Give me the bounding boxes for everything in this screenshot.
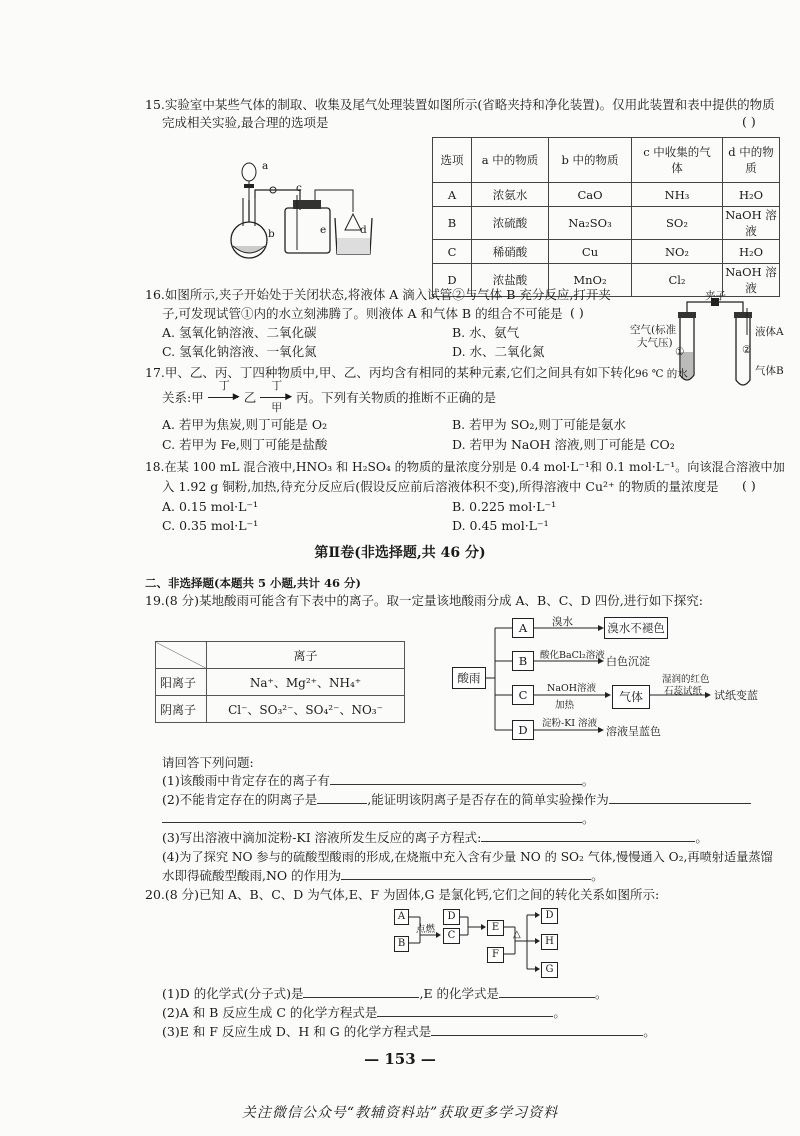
q19-q1 <box>162 772 594 790</box>
q19-q4-blank[interactable] <box>341 867 591 880</box>
q15-cell: 浓氨水 <box>472 183 549 207</box>
q15-cell: MnO₂ <box>549 264 632 297</box>
q17-option-c: C. 若甲为 Fe,则丁可能是盐酸 <box>162 437 328 452</box>
q19-flow-source: 酸雨 <box>452 667 486 689</box>
q15-apparatus-figure <box>225 150 395 270</box>
q17-bing: 丙。下列有关物质的推断不正确的是 <box>296 390 497 405</box>
q19-prompt: 请回答下列问题: <box>162 755 254 770</box>
q15-cell: 稀硝酸 <box>472 240 549 264</box>
q20-q1 <box>162 985 608 1003</box>
q19-q4-period: 。 <box>591 868 604 883</box>
q19-row-label-cation: 阳离子 <box>156 669 207 696</box>
q15-stem-line1: 15.实验室中某些气体的制取、收集及尾气处理装置如图所示(省略夹持和净化装置)。仅用此装置和表中提供的物质 <box>145 97 775 112</box>
q19-q1-text: (1)该酸雨中肯定存在的离子有 <box>162 773 330 788</box>
q15-label-b: b <box>268 228 275 240</box>
q15-cell: A <box>433 183 472 207</box>
q20-q2 <box>162 1004 566 1022</box>
q15-label-a: a <box>262 160 269 172</box>
q20-q1-text-a: (1)D 的化学式(分子式)是 <box>162 986 304 1001</box>
q15-cell: 浓硫酸 <box>472 207 549 240</box>
q16-label-clip: 夹子 <box>705 290 726 302</box>
q19-q4-line1: (4)为了探究 NO 参与的硫酸型酸雨的形成,在烧瓶中充入含有少量 NO 的 SO₂ 气体,慢慢通入 O₂,再喷射适量蒸馏 <box>162 850 773 864</box>
q17-relation <box>162 379 497 414</box>
section2-heading: 二、非选择题(本题共 5 小题,共计 46 分) <box>145 576 361 590</box>
page-number: — 153 — <box>364 1050 436 1068</box>
q20-q3-text: (3)E 和 F 反应生成 D、H 和 G 的化学方程式是 <box>162 1024 432 1039</box>
q19-gas-box: 气体 <box>612 685 650 709</box>
q20-q1-text-b: ,E 的化学式是 <box>419 986 500 1001</box>
q19-q3-text: (3)写出溶液中滴加淀粉-KI 溶液所发生反应的离子方程式: <box>162 830 482 845</box>
q17-arrow1-label: 丁 <box>218 379 230 392</box>
q15-cell: H₂O <box>723 240 780 264</box>
q19-row-label-anion: 阴离子 <box>156 696 207 723</box>
q19-q2-cont <box>162 810 595 828</box>
section-title: 第Ⅱ卷(非选择题,共 46 分) <box>314 545 486 561</box>
q19-flow-box-c: C <box>512 685 534 705</box>
q19-q2-text-b: ,能证明该阴离子是否存在的简单实验操作为 <box>367 792 609 807</box>
q19-q2-text-a: (2)不能肯定存在的阴离子是 <box>162 792 318 807</box>
q16-label-gas-b: 气体B <box>755 365 784 377</box>
q20-box-a: A <box>394 909 409 925</box>
q15-table <box>432 137 780 297</box>
q19-result-c: 试纸变蓝 <box>714 689 758 702</box>
q19-paper-2: 石蕊试纸 <box>664 686 703 697</box>
q16-label-pressure: 大气压) <box>637 337 673 349</box>
q15-cell: H₂O <box>723 183 780 207</box>
q15-label-c: c <box>296 182 302 194</box>
q20-box-g: G <box>541 962 558 978</box>
q17-arrow2: 丁 ▶ 甲 <box>260 389 292 407</box>
q15-cell: NaOH 溶液 <box>723 264 780 297</box>
q17-rel-prefix: 关系:甲 <box>162 390 204 405</box>
q18-option-a: A. 0.15 mol·L⁻¹ <box>162 499 259 514</box>
q20-label-ignite: 点燃 <box>416 924 436 935</box>
q15-stem-line2: 完成相关实验,最合理的选项是 <box>162 115 329 130</box>
q15-label-d: d <box>360 224 367 236</box>
q19-q2-blank-1[interactable] <box>317 791 367 804</box>
q15-cell: NO₂ <box>632 240 723 264</box>
q15-cell: Na₂SO₃ <box>549 207 632 240</box>
q20-box-b: B <box>394 936 409 952</box>
q19-q4-line2 <box>162 867 604 885</box>
q20-box-d: D <box>541 908 558 924</box>
q16-label-air: 空气(标准 <box>630 324 677 336</box>
q17-arrow2-label-bottom: 甲 <box>271 401 283 414</box>
q18-option-c: C. 0.35 mol·L⁻¹ <box>162 518 259 533</box>
q16-label-water: 96 ℃ 的水 <box>635 368 688 380</box>
q19-q2 <box>162 791 751 809</box>
q17-stem-line1: 17.甲、乙、丙、丁四种物质中,甲、乙、丙均含有相同的某种元素,它们之间具有如下转化 <box>145 365 636 380</box>
q20-box-e: E <box>487 920 504 936</box>
q15-cell: C <box>433 240 472 264</box>
q15-cell: NaOH 溶液 <box>723 207 780 240</box>
q20-q1-period: 。 <box>595 986 608 1001</box>
q16-label-tube1: ① <box>675 346 685 358</box>
q15-cell: Cu <box>549 240 632 264</box>
q20-label-heat: △ <box>513 929 521 940</box>
q15-cell: 浓盐酸 <box>472 264 549 297</box>
q15-cell: CaO <box>549 183 632 207</box>
q19-result-d: 溶液呈蓝色 <box>606 725 661 738</box>
q19-table-head: 离子 <box>207 642 405 669</box>
q17-option-d: D. 若甲为 NaOH 溶液,则丁可能是 CO₂ <box>452 437 675 452</box>
q16-stem-line1: 16.如图所示,夹子开始处于关闭状态,将液体 A 滴入试管②与气体 B 充分反应,打开夹 <box>145 287 611 302</box>
q19-reagent-b: 酸化BaCl₂溶液 <box>540 650 605 661</box>
q20-q2-text: (2)A 和 B 反应生成 C 的化学方程式是 <box>162 1005 378 1020</box>
q15-th-c: c 中收集的气体 <box>632 138 723 183</box>
q20-q3-blank[interactable] <box>431 1023 643 1036</box>
q18-answer-paren: ( ) <box>742 478 756 493</box>
q19-reagent-a: 溴水 <box>552 616 573 628</box>
q15-th-b: b 中的物质 <box>549 138 632 183</box>
q18-option-b: B. 0.225 mol·L⁻¹ <box>452 499 557 514</box>
q19-anions: Cl⁻、SO₃²⁻、SO₄²⁻、NO₃⁻ <box>207 696 405 723</box>
q19-q1-period: 。 <box>581 773 595 788</box>
q15-row-a <box>433 183 780 207</box>
q16-stem-line2: 子,可发现试管①内的水立刻沸腾了。则液体 A 和气体 B 的组合不可能是 <box>162 306 563 321</box>
q19-flow-box-d: D <box>512 720 534 740</box>
q20-q3 <box>162 1023 656 1041</box>
q20-box-h: H <box>541 934 558 950</box>
q17-arrow1: 丁 ▶ <box>208 389 240 407</box>
q19-reagent-d: 淀粉-KI 溶液 <box>542 718 598 729</box>
q20-box-c: C <box>443 928 460 944</box>
q15-label-e: e <box>320 224 327 236</box>
q17-option-a: A. 若甲为焦炭,则丁可能是 O₂ <box>162 417 328 432</box>
q15-answer-paren: ( ) <box>742 114 756 129</box>
q15-cell: NH₃ <box>632 183 723 207</box>
q15-cell: B <box>433 207 472 240</box>
q19-flow-box-a: A <box>512 618 534 638</box>
q19-q1-blank[interactable] <box>330 772 582 785</box>
q19-result-b: 白色沉淀 <box>606 655 650 668</box>
q15-th-a: a 中的物质 <box>472 138 549 183</box>
q20-stem: 20.(8 分)已知 A、B、C、D 为气体,E、F 为固体,G 是氯化钙,它们之间的转化关系如图所示: <box>145 887 660 902</box>
q16-option-b: B. 水、氨气 <box>452 325 520 340</box>
q19-q2-period: 。 <box>582 811 595 826</box>
q20-box-f: F <box>487 947 504 963</box>
q15-row-b <box>433 207 780 240</box>
q16-label-liquid-a: 液体A <box>755 326 784 338</box>
footer-note: 关注微信公众号“教辅资料站”获取更多学习资料 <box>241 1105 559 1121</box>
q16-answer-paren: ( ) <box>570 305 584 320</box>
q17-arrow2-label-top: 丁 <box>271 379 283 392</box>
q20-q2-blank[interactable] <box>377 1004 553 1017</box>
q19-q4-text: 水即得硫酸型酸雨,NO 的作用为 <box>162 868 342 883</box>
q19-q3-blank[interactable] <box>481 829 695 842</box>
q19-result-a: 溴水不褪色 <box>604 617 668 639</box>
q15-cell: D <box>433 264 472 297</box>
q19-q3-period: 。 <box>695 830 708 845</box>
q15-cell: Cl₂ <box>632 264 723 297</box>
q15-th-d: d 中的物质 <box>723 138 780 183</box>
q19-ion-table <box>155 641 405 723</box>
q20-q2-period: 。 <box>553 1005 566 1020</box>
q19-q2-blank-2[interactable] <box>609 791 751 804</box>
q15-row-c <box>433 240 780 264</box>
q20-q1-blank-1[interactable] <box>303 985 419 998</box>
q19-stem: 19.(8 分)某地酸雨可能含有下表中的离子。取一定量该地酸雨分成 A、B、C、D 四份,进行如下探究: <box>145 593 703 608</box>
q19-q3 <box>162 829 708 847</box>
q16-label-tube2: ② <box>742 344 752 356</box>
q16-option-a: A. 氢氧化钠溶液、二氧化碳 <box>162 325 317 340</box>
q16-option-c: C. 氢氧化钠溶液、一氧化氮 <box>162 344 317 359</box>
q18-stem-line2: 入 1.92 g 铜粉,加热,待充分反应后(假设反应前后溶液体积不变),所得溶液中 Cu²⁺ 的物质的量浓度是 <box>162 479 719 494</box>
q15-th-option: 选项 <box>433 138 472 183</box>
q20-q1-blank-2[interactable] <box>499 985 595 998</box>
q18-option-d: D. 0.45 mol·L⁻¹ <box>452 518 549 533</box>
q19-q2-blank-3[interactable] <box>162 810 582 823</box>
q15-cell: SO₂ <box>632 207 723 240</box>
q19-table-corner <box>156 642 207 669</box>
q19-paper-1: 湿润的红色 <box>662 674 710 685</box>
q17-yi: 乙 <box>243 390 257 405</box>
q18-stem-line1: 18.在某 100 mL 混合液中,HNO₃ 和 H₂SO₄ 的物质的量浓度分别是 0.4 mol·L⁻¹和 0.1 mol·L⁻¹。向该混合溶液中加 <box>145 460 785 474</box>
q19-reagent-c2: 加热 <box>555 700 575 711</box>
q20-q3-period: 。 <box>643 1024 656 1039</box>
q19-cations: Na⁺、Mg²⁺、NH₄⁺ <box>207 669 405 696</box>
q17-option-b: B. 若甲为 SO₂,则丁可能是氨水 <box>452 417 626 432</box>
q19-flow-box-b: B <box>512 651 534 671</box>
q20-box-d-top: D <box>443 909 460 925</box>
q19-reagent-c1: NaOH溶液 <box>547 683 597 694</box>
q16-option-d: D. 水、二氧化氮 <box>452 344 545 359</box>
